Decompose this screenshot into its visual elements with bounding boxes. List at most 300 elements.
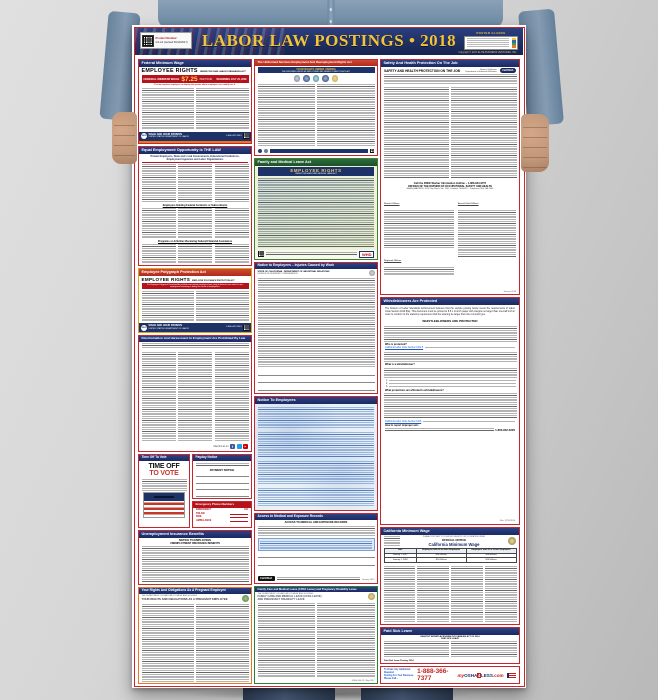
- hand-fingers: [523, 118, 547, 168]
- text-block: [384, 368, 517, 378]
- service-logo-icon: [313, 75, 320, 82]
- form-line: [258, 553, 375, 558]
- userra-banner-2: THE UNIFORMED SERVICES EMPLOYMENT AND REEMPLOYMENT RIGHTS ACT: [281, 70, 351, 73]
- text-block: [178, 352, 212, 441]
- text-block: [485, 566, 516, 623]
- text-block: [384, 566, 415, 623]
- whistle-title: WHISTLEBLOWERS ARE PROTECTED: [422, 319, 478, 324]
- person-right-hand: [521, 114, 549, 172]
- safety-title: SAFETY AND HEALTH PROTECTION ON THE JOB: [384, 68, 460, 73]
- text-block: [142, 604, 194, 682]
- text-block: [142, 479, 187, 491]
- userra-footer-logos: [255, 148, 377, 156]
- text-block: [258, 84, 315, 146]
- text-block: [425, 347, 515, 349]
- area-field-offices-label: Area & Field Offices: [457, 202, 479, 205]
- dol-footer-bar: [139, 323, 251, 332]
- whd-logo-icon: WHD: [141, 135, 147, 137]
- form-line: [196, 480, 249, 484]
- text-block: [384, 352, 517, 362]
- form-line: [196, 486, 249, 490]
- poster-glance-title: POSTER GLANCE: [476, 31, 506, 35]
- section-header: California Minimum Wage: [381, 528, 519, 535]
- wage-amount: $7.25: [181, 75, 198, 83]
- med-title: ACCESS TO MEDICAL AND EXPOSURE RECORDS: [284, 521, 348, 525]
- order-phone: 1-888-366-7377: [417, 668, 449, 682]
- poster-title: LABOR LAW POSTINGS • 2018: [201, 31, 457, 50]
- brand-com: .com: [492, 672, 504, 678]
- userra-banner: [258, 67, 375, 74]
- section-fmla: [254, 158, 378, 260]
- form-line: [258, 378, 375, 383]
- section-header: Payday Notice: [193, 455, 251, 461]
- shirt-placket: [327, 0, 334, 28]
- fmla-footer: [255, 250, 377, 260]
- text-block: [258, 278, 375, 368]
- color-strip-icon: [512, 38, 516, 48]
- qr-code-icon: [370, 149, 375, 154]
- section-header: Federal Minimum Wage: [139, 60, 251, 67]
- ballot-box-lid: [144, 493, 184, 501]
- body-text-columns: [384, 87, 517, 179]
- dol-phone: 1-866-487-9243: [225, 326, 242, 329]
- poly-title: EMPLOYEE RIGHTS: [141, 276, 191, 282]
- safety-title-row: [381, 67, 519, 73]
- text-block: [258, 407, 374, 429]
- text-block: [215, 352, 249, 441]
- text-block: [196, 88, 248, 130]
- section-header: Discrimination And Harassment In Employment Are Prohibited By Law: [139, 336, 251, 342]
- section-header: Whistleblowers Are Protected: [381, 298, 519, 305]
- text-block: [142, 291, 194, 321]
- section-header: Notice to Employees – Injuries Caused by Work: [255, 263, 377, 269]
- whd-logo-icon: WHD: [359, 251, 374, 258]
- body-text-columns: [142, 352, 249, 441]
- section-medical-exposure-records: [254, 513, 378, 584]
- minimum-wage-banner: [142, 75, 249, 83]
- per-hour-label: PER HOUR: [199, 77, 213, 81]
- text-block: [384, 536, 400, 546]
- section-time-off-to-vote: [138, 454, 190, 528]
- brand-4: 4: [477, 672, 481, 678]
- section-unemployment-insurance: [138, 530, 252, 585]
- text-block: [384, 267, 454, 275]
- text-block: [458, 210, 516, 258]
- person-left-leg: [243, 686, 335, 700]
- brand-less: LESS: [480, 672, 493, 678]
- body-text-columns: [258, 603, 375, 678]
- body-text-columns: [142, 244, 249, 263]
- social-label: Also find us on: [213, 445, 229, 448]
- fill-in-line: [230, 519, 248, 522]
- text-block: [178, 244, 212, 263]
- text-block: [142, 208, 176, 238]
- text-block: [196, 463, 249, 467]
- list-number: 3.: [386, 385, 388, 388]
- shirt-button: [329, 8, 332, 11]
- qr-code-icon: [243, 325, 249, 331]
- color-swatch: [512, 45, 516, 48]
- cell-date: January 1, 2017: [392, 554, 408, 557]
- body-text-columns: [384, 352, 517, 362]
- state-line-2: Department of Industrial Relations: [465, 70, 497, 73]
- section-header: Safety And Health Protection On The Job: [381, 60, 519, 67]
- text-block: [215, 164, 249, 202]
- california-seal-icon: [508, 537, 516, 545]
- form-line: [258, 371, 375, 376]
- link-row: [385, 347, 515, 349]
- text-block: [258, 432, 374, 458]
- text-block: [196, 604, 248, 682]
- preg-subtitle: THE DEPARTMENT OF FAIR EMPLOYMENT AND HOUSING: [141, 595, 198, 598]
- section-emergency-phone-numbers: [192, 501, 252, 528]
- qr-code-icon: [243, 133, 249, 139]
- wcomp-titles: [258, 271, 367, 275]
- body-text-columns: [384, 566, 517, 623]
- cal-osha-logo: Cal/OSHA: [258, 576, 275, 581]
- district-offices-col: [384, 191, 454, 290]
- form-line: [258, 561, 375, 566]
- wcomp-title-2: DIVISION OF WORKERS' COMPENSATION: [257, 273, 298, 276]
- cfra-subtitle: THE DEPARTMENT OF FAIR EMPLOYMENT AND HOUSING: [257, 593, 314, 596]
- text-block: [451, 641, 516, 658]
- form-line: [196, 493, 249, 497]
- text-block: [258, 461, 374, 485]
- cell-rate-25: $10.50/hour: [466, 558, 516, 562]
- poster-glance-body: [464, 36, 518, 50]
- text-block: [142, 164, 176, 202]
- body-text-columns: [142, 343, 249, 349]
- section-header: Notice To Employees: [255, 397, 377, 404]
- sick-title-1: HEALTHY WORKPLACES/HEALTHY FAMILIES ACT OF 2014: [420, 635, 480, 638]
- area-field-offices-col: [458, 191, 516, 290]
- flag-icon: [507, 673, 516, 678]
- cal-osha-badge: Cal/OSHA: [500, 68, 516, 73]
- body-text-columns: [258, 178, 374, 248]
- brand-my: my: [457, 672, 465, 678]
- emergency-value: 911: [244, 508, 248, 512]
- agency-line1: WAGE AND HOUR DIVISION: [148, 132, 182, 136]
- text-block: [317, 84, 374, 146]
- person-right-leg: [361, 686, 453, 700]
- person-left-hand: [112, 112, 137, 164]
- section-header: Family and Medical Leave Act: [255, 159, 377, 166]
- section-whistleblowers-protected: [380, 297, 520, 525]
- text-block: [178, 208, 212, 238]
- section-header: The Uniformed Services Employment And Reemployment Rights Act: [255, 60, 377, 66]
- service-logo-icon: [332, 75, 339, 82]
- section-userra: [254, 59, 378, 156]
- hand-fingers: [114, 116, 135, 160]
- whistle-q3: What protections are afforded to whistleblowers?: [385, 388, 444, 392]
- hotline-row: [385, 428, 515, 432]
- col-25-fewer: Employers with 25 or Fewer Employees: [466, 549, 516, 553]
- cfra-title-row: [255, 592, 377, 601]
- text-block: [142, 546, 249, 582]
- body-text-columns: [142, 291, 249, 321]
- flsa-subtitle: UNDER THE FAIR LABOR STANDARDS ACT: [199, 71, 246, 74]
- state-lines: [465, 69, 496, 73]
- eeo-subtitle-1: Private Employers, State and Local Governments, Educational Institutions,: [150, 154, 240, 158]
- body-text-columns: [258, 84, 375, 146]
- ballot-slot: [154, 496, 174, 498]
- body-text-columns: [384, 74, 517, 84]
- body-text-columns: [142, 546, 249, 582]
- whistle-q2: What is a whistleblower?: [385, 363, 415, 367]
- whistle-q1: Who is protected?: [385, 343, 407, 347]
- labor-code-link: California Labor Code Section 1102.5: [385, 347, 424, 350]
- section-header: Family Care and Medical Leave (CFRA Leave) and Pregnancy Disability Leave: [255, 587, 377, 592]
- order-line-2: Posting For Your Business,: [384, 675, 414, 677]
- sick-posting-number: Paid Sick Leave Posting 11/14: [384, 659, 414, 662]
- agency-names: [149, 325, 189, 330]
- unemp-title-1: NOTICE TO EMPLOYEES: [178, 538, 212, 542]
- cell-rate-26: $10.50/hour: [416, 554, 466, 558]
- ballot-box-illustration: [143, 492, 185, 518]
- twitter-icon: [237, 444, 242, 449]
- esgr-logo-icon: [258, 149, 262, 153]
- service-logo-icon: [294, 75, 301, 82]
- agency-line1: WAGE AND HOUR DIVISION: [148, 324, 182, 328]
- col-date: Date: [397, 549, 403, 552]
- text-block: [417, 566, 448, 623]
- offices-table: [384, 191, 516, 290]
- text-block: [384, 74, 517, 84]
- footer-bar: [270, 149, 368, 153]
- labor-code-link: California Labor Code Section 1106: [385, 420, 422, 423]
- text-block: [384, 393, 517, 419]
- body-text-columns: [142, 88, 249, 130]
- payment-notice-title: PAYMENT NOTICE: [209, 467, 235, 472]
- emergency-label: AMBULANCE: [196, 519, 212, 523]
- section-header: Equal Employment Opportunity is THE LAW: [139, 147, 251, 154]
- text-block: [142, 352, 176, 441]
- wage-label: FEDERAL MINIMUM WAGE: [143, 77, 180, 82]
- section-payday-notice: [192, 454, 252, 499]
- text-block: [384, 87, 449, 179]
- text-block: [258, 603, 315, 678]
- text-block: [389, 383, 516, 385]
- section-order-footer: [380, 666, 520, 684]
- text-block: [451, 566, 482, 623]
- order-line-3: Please Call –: [384, 677, 399, 680]
- poly-subtitle: EMPLOYEE POLYGRAPH PROTECTION ACT: [192, 279, 235, 282]
- flsa-title: EMPLOYEE RIGHTS: [141, 68, 198, 75]
- cell-date: January 1, 2018: [392, 558, 408, 561]
- whistle-revision: Rev. 12/15/2016: [499, 520, 515, 522]
- dfeh-seal-icon: [242, 595, 249, 602]
- agency-names: [149, 134, 189, 139]
- vote-title-2: TO VOTE: [149, 470, 179, 478]
- cfra-titles: [258, 593, 366, 601]
- safety-offices-title: OFFICES OF THE DIVISION OF OCCUPATIONAL SAFETY AND HEALTH: [407, 184, 493, 188]
- camin-title: California Minimum Wage: [428, 541, 480, 547]
- body-text-columns: [258, 278, 375, 368]
- fmla-subtitle: UNDER THE FAMILY AND MEDICAL LEAVE ACT: [294, 173, 338, 176]
- numbered-line: [386, 383, 516, 385]
- whistle-intro: The Division of Labor Standards Enforcement believes that the sample posting below meets the requirements of Labor Code Section 1102.8(a). This document must be printed to 8.5 x 14 inch paper with margins no larger than one-half inch in order to conform to the statutory requirement that the lettering be larger than size 14-point type.: [385, 306, 515, 316]
- service-logo-icon: [322, 75, 329, 82]
- preg-titles: [142, 595, 240, 601]
- section-pregnant-employee-rights: [138, 587, 252, 684]
- emergency-label: EMERGENCY: [196, 508, 212, 512]
- section-paid-sick-leave: [380, 627, 520, 664]
- camin-note: PLEASE POST NEXT TO YOUR IWC INDUSTRY OR OCCUPATION ORDER: [422, 535, 486, 538]
- body-text-columns: [142, 479, 187, 491]
- dol-phone: 1-866-487-9243: [225, 134, 242, 137]
- agency-line2: UNITED STATES DEPARTMENT OF LABOR: [148, 136, 189, 139]
- text-block: [142, 343, 249, 349]
- unemp-title-2: UNEMPLOYMENT INSURANCE BENEFITS: [170, 541, 220, 545]
- text-block: [196, 291, 248, 321]
- safety-date: January 2018: [503, 290, 516, 293]
- service-logos-row: [255, 75, 377, 82]
- preg-title-row: [139, 594, 251, 602]
- eeo-subhead-contracts: Employers Holding Federal Contracts or Subcontracts: [162, 203, 228, 207]
- section-header: Your Rights And Obligations As A Pregnant Employee: [139, 588, 251, 594]
- highlight-note-box: [258, 538, 375, 551]
- wcomp-title-1: STATE OF CALIFORNIA - DEPARTMENT OF INDUSTRIAL RELATIONS: [257, 271, 330, 274]
- labor-law-poster: [132, 25, 526, 688]
- state-line-1: State of California: [480, 68, 497, 71]
- flsa-title-row: [139, 67, 251, 75]
- body-text-columns: [142, 208, 249, 238]
- cfra-form-number: DFEH-100-21 / May 2017: [351, 679, 375, 682]
- text-block: [277, 577, 360, 581]
- section-header: Emergency Phone Numbers: [193, 502, 251, 508]
- table-row: [385, 553, 516, 558]
- vote-title-1: TIME OFF: [148, 463, 180, 471]
- preg-title: YOUR RIGHTS AND OBLIGATIONS AS A PREGNANT EMPLOYEE: [141, 597, 228, 602]
- poster-glance-box: [464, 31, 518, 50]
- section-cfra-leave: [254, 586, 378, 684]
- list-number: 1.: [386, 379, 388, 382]
- copyright-line: Copyright © 2017 ELITE BUSINESS VENTURES, INC.: [458, 51, 517, 54]
- fmla-title: EMPLOYEE RIGHTS: [290, 168, 342, 174]
- cfra-title-1: FAMILY CARE AND MEDICAL LEAVE (CFRA LEAVE): [257, 595, 322, 599]
- fmla-banner: [258, 167, 374, 176]
- order-footer-row: [381, 667, 519, 683]
- section-header: Paid Sick Leave: [381, 628, 519, 635]
- form-line: [258, 386, 375, 391]
- emergency-row: [193, 518, 251, 522]
- cfra-title-2: AND PREGNANCY DISABILITY LEAVE: [257, 598, 305, 602]
- camin-title-row: [381, 535, 519, 547]
- service-logo-icon: [303, 75, 310, 82]
- emergency-label: POLICE: [196, 511, 205, 515]
- order-text: [384, 669, 414, 680]
- body-text-columns: [384, 393, 517, 419]
- table-header-row: [385, 549, 516, 553]
- body-text-columns: [142, 604, 249, 682]
- youtube-icon: ▶: [244, 446, 247, 448]
- eeo-subhead-programs: Programs or Activities Receiving Federal Financial Assistance: [157, 239, 232, 243]
- cell-rate-26: $11.00/hour: [416, 558, 466, 562]
- state-seal-icon: [369, 270, 375, 276]
- safety-hq-line: HEADQUARTERS: 1515 Clay Street, Ste. 1901, Oakland, CA 94612 – Telephone (510) 286-7000: [406, 187, 494, 190]
- social-row: [139, 443, 251, 451]
- form-line: [196, 473, 249, 477]
- body-text-columns: [384, 641, 517, 658]
- emergency-label: FIRE: [196, 515, 202, 519]
- text-block: [260, 541, 372, 549]
- text-block: [142, 88, 194, 130]
- section-header: Unemployment Insurance Benefits: [139, 531, 251, 538]
- minimum-wage-table: [384, 548, 517, 563]
- whd-logo-icon: WHD: [141, 326, 147, 329]
- med-footer: [255, 575, 377, 583]
- sick-title-2: PAID SICK LEAVE: [441, 637, 459, 640]
- text-block: [258, 526, 375, 536]
- text-block: [142, 244, 176, 263]
- safety-hotline: Call the FREE Worker Information Hotline – 1-866-924-9757: [413, 181, 487, 185]
- section-federal-minimum-wage: [138, 59, 252, 144]
- text-block: [178, 164, 212, 202]
- text-block: [215, 244, 249, 263]
- section-header: Time Off To Vote: [139, 455, 189, 461]
- brand-osha: OSHA: [464, 672, 478, 678]
- dol-footer-bar: [139, 132, 251, 141]
- official-notice-label: OFFICIAL NOTICE: [441, 537, 467, 542]
- section-discrimination-harassment: [138, 335, 252, 452]
- text-block: [317, 603, 374, 678]
- poster-masthead: [135, 28, 523, 55]
- product-number-value: CA-A1 (revised 06/12/2017): [155, 40, 188, 44]
- dfeh-seal-icon: [368, 593, 375, 600]
- text-block: [384, 641, 449, 658]
- display-note: The law requires employers to display this poster where employees can readily see it.: [154, 84, 236, 87]
- userra-banner-1: YOUR RIGHTS UNDER USERRA: [296, 67, 336, 71]
- qr-code-icon: [258, 251, 264, 257]
- numbered-line: [386, 380, 516, 382]
- beginning-date: BEGINNING JULY 24, 2009: [216, 77, 247, 81]
- person-shirt: [158, 0, 503, 28]
- poly-title-row: [139, 276, 251, 282]
- poly-red-strip: The Employee Polygraph Protection Act prohibits most private employers from using lie detector tests either for pre-employment screening or during the course of employment.: [142, 283, 249, 290]
- district-offices-label: District Offices: [384, 202, 400, 205]
- eeo-subtitle-2: Employment Agencies and Labor Organizations: [142, 158, 248, 163]
- text-block: [467, 38, 509, 47]
- text-block: [215, 208, 249, 238]
- body-text-columns: [384, 368, 517, 378]
- wcomp-title-row: [255, 269, 377, 276]
- text-block: [389, 380, 516, 382]
- osha4less-logo: [457, 673, 503, 678]
- text-block: [258, 178, 374, 248]
- dod-logo-icon: [264, 149, 268, 153]
- text-block: [385, 428, 494, 432]
- section-eeo-is-the-law: [138, 146, 252, 266]
- attorney-general-hotline: 1-800-952-5225: [495, 427, 515, 432]
- section-header: Access to Medical and Exposure Records: [255, 514, 377, 520]
- section-california-minimum-wage: [380, 527, 520, 625]
- text-block: [384, 326, 517, 342]
- facebook-icon: f: [231, 444, 234, 449]
- section-polygraph-act: [138, 268, 252, 333]
- text-block: [266, 252, 357, 256]
- whistle-q4: How to report improper acts: [385, 423, 419, 427]
- body-text-columns: [258, 526, 375, 536]
- edd-body: [255, 404, 377, 510]
- agency-line2: UNITED STATES DEPARTMENT OF LABOR: [148, 327, 189, 330]
- section-header: Employee Polygraph Protection Act: [139, 269, 251, 276]
- order-line-1: To Order Any Additional Required: [384, 669, 411, 675]
- body-text-columns: [142, 164, 249, 202]
- product-number-label: Product Number:: [155, 37, 178, 41]
- body-text-columns: [196, 463, 249, 467]
- cell-rate-25: $10.00/hour: [466, 554, 516, 558]
- camin-titles: [403, 536, 505, 547]
